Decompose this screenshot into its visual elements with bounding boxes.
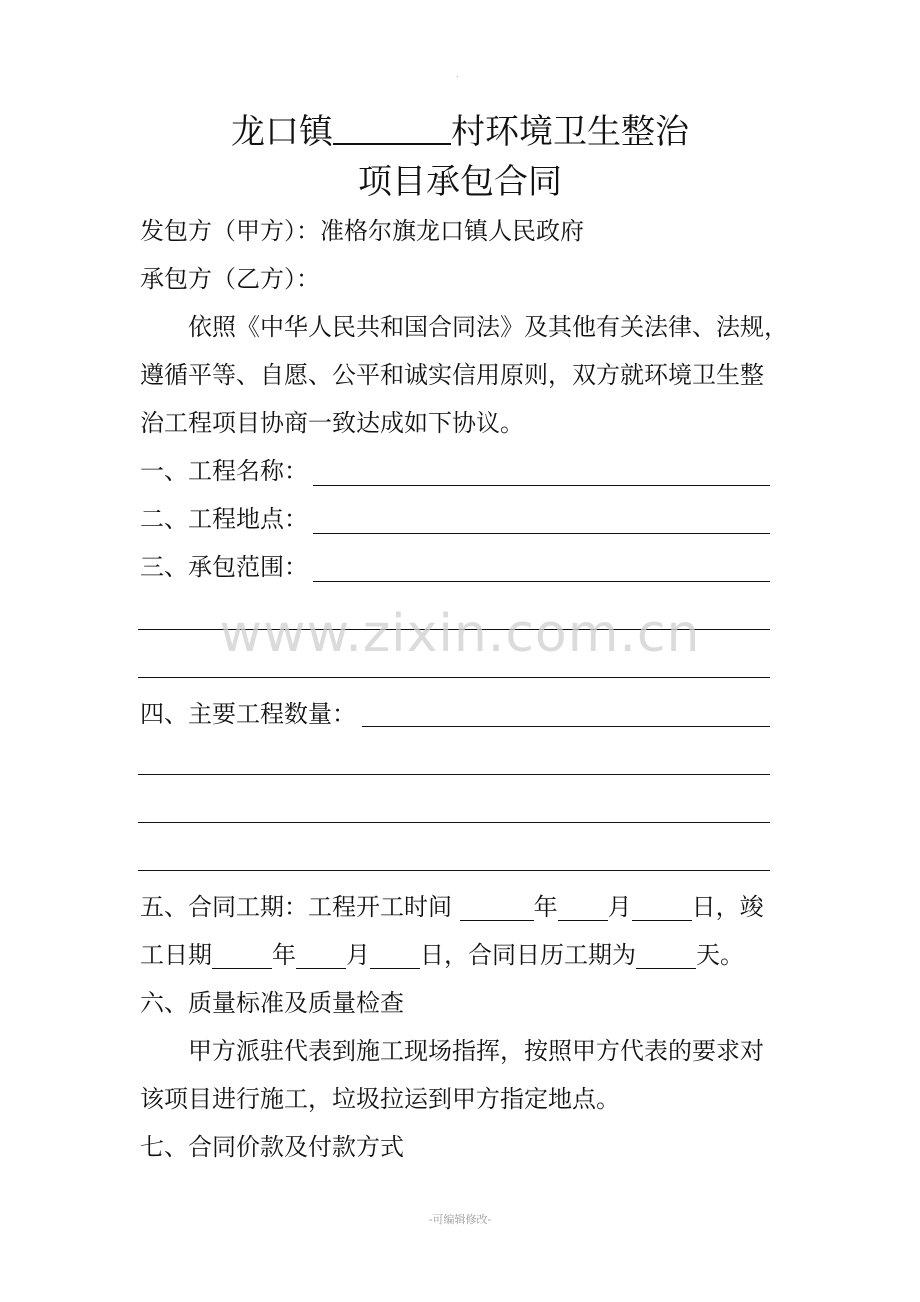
project-name-blank[interactable] — [313, 485, 770, 486]
party-b: 承包方（乙方）： — [140, 265, 320, 293]
intro-line-3: 治工程项目协商一致达成如下协议。 — [140, 409, 524, 437]
work-quantity-blank-3[interactable] — [138, 822, 770, 823]
end-year-blank[interactable] — [212, 942, 272, 969]
page-footer: -可编辑修改- — [428, 1213, 492, 1226]
days-label: 天。 — [696, 941, 744, 969]
project-location-blank[interactable] — [313, 533, 770, 534]
clause-6-para-1: 甲方派驻代表到施工现场指挥，按照甲方代表的要求对 — [188, 1037, 764, 1065]
clause-4-label: 四、主要工程数量： — [140, 700, 356, 728]
duration-days-blank[interactable] — [636, 942, 696, 969]
clause-5-line-1 — [140, 889, 764, 925]
clause-7-label: 七、合同价款及付款方式 — [140, 1133, 404, 1161]
year-label: 年 — [533, 893, 558, 921]
party-a: 发包方（甲方）：准格尔旗龙口镇人民政府 — [140, 217, 584, 245]
contract-title-line2: 项目承包合同 — [358, 162, 562, 202]
title-prefix: 龙口镇 — [231, 112, 333, 152]
start-year-blank[interactable] — [460, 894, 534, 921]
contract-title-line1 — [0, 108, 920, 156]
intro-line-2: 遵循平等、自愿、公平和诚实信用原则，双方就环境卫生整 — [140, 361, 764, 389]
start-month-blank[interactable] — [558, 894, 608, 921]
month-label-2: 月 — [346, 941, 370, 969]
work-quantity-blank-4[interactable] — [138, 870, 770, 871]
day-label: 日，竣 — [691, 893, 764, 921]
clause-5-line-2 — [140, 937, 744, 973]
month-label: 月 — [607, 893, 632, 921]
start-day-blank[interactable] — [632, 894, 692, 921]
completion-date-label: 工日期 — [140, 941, 212, 969]
clause-1-label: 一、工程名称： — [140, 457, 308, 485]
work-quantity-blank[interactable] — [362, 726, 770, 727]
clause-3-label: 三、承包范围： — [140, 553, 308, 581]
year-label-2: 年 — [272, 941, 296, 969]
watermark: www.zixin.com.cn — [219, 604, 701, 664]
end-month-blank[interactable] — [296, 942, 346, 969]
work-quantity-blank-2[interactable] — [138, 774, 770, 775]
header-mark: . — [456, 70, 459, 79]
end-day-blank[interactable] — [370, 942, 420, 969]
title-suffix: 村环境卫生整治 — [451, 112, 689, 152]
clause-5-label: 五、合同工期：工程开工时间 — [140, 893, 452, 921]
contract-scope-blank-3[interactable] — [138, 677, 770, 678]
clause-6-para-2: 该项目进行施工，垃圾拉运到甲方指定地点。 — [140, 1085, 620, 1113]
clause-6-label: 六、质量标准及质量检查 — [140, 989, 404, 1017]
intro-line-1: 依照《中华人民共和国合同法》及其他有关法律、法规， — [188, 313, 788, 341]
contract-scope-blank[interactable] — [313, 581, 770, 582]
calendar-days-label: 日，合同日历工期为 — [420, 941, 636, 969]
village-name-blank[interactable] — [333, 113, 451, 145]
clause-2-label: 二、工程地点： — [140, 505, 308, 533]
